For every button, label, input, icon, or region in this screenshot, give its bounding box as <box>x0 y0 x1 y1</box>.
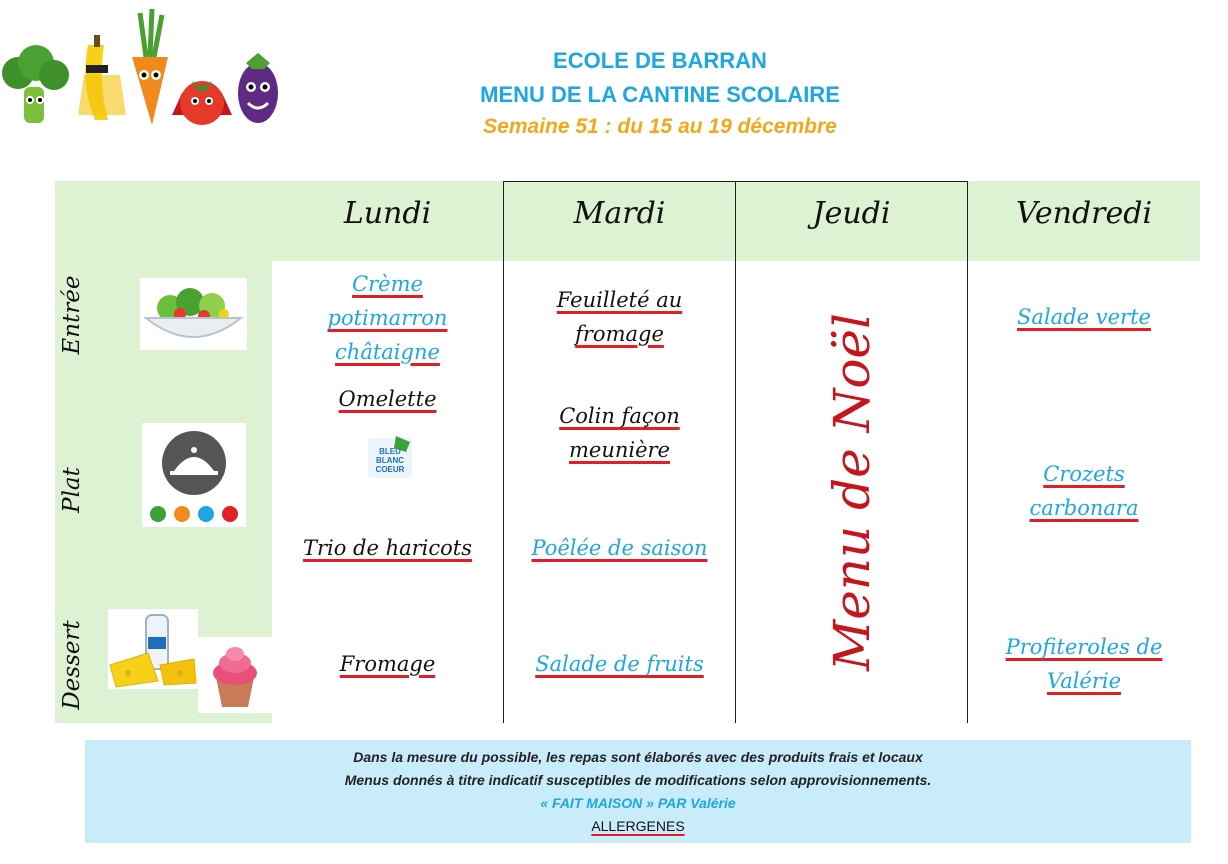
school-name: ECOLE DE BARRAN <box>553 48 767 73</box>
week-subtitle: Semaine 51 : du 15 au 19 décembre <box>483 115 837 138</box>
mardi-plat-main: Colin façon meunière <box>559 404 680 462</box>
cupcake-icon <box>198 637 272 713</box>
page-title: MENU DE LA CANTINE SCOLAIRE <box>480 82 840 107</box>
lundi-dessert: Fromage <box>339 652 436 676</box>
footer-line-homemade: « FAIT MAISON » PAR Valérie <box>540 795 736 811</box>
mardi-entree: Feuilleté au fromage <box>556 288 683 346</box>
day-jeudi: Jeudi <box>812 196 891 231</box>
salad-bowl-icon <box>140 278 247 350</box>
jeudi-special-menu: Menu de Noël <box>823 312 882 672</box>
vendredi-entree: Salade verte <box>1017 305 1151 329</box>
lundi-entree: Crème potimarron châtaigne <box>327 272 448 364</box>
bleu-blanc-coeur-icon <box>366 434 416 482</box>
mardi-plat-side: Poêlée de saison <box>531 536 708 560</box>
vendredi-plat-main: Crozets carbonara <box>1029 462 1139 520</box>
grid-divider-2 <box>735 181 736 723</box>
lundi-plat-side: Trio de haricots <box>302 536 473 560</box>
row-label-entree: Entrée <box>59 275 85 355</box>
svg-text:BLANC: BLANC <box>376 456 404 465</box>
allergens-link[interactable]: ALLERGENES <box>591 818 685 834</box>
svg-text:BLEU: BLEU <box>379 447 401 456</box>
lundi-plat-main: Omelette <box>338 387 437 411</box>
footer-line-fresh: Dans la mesure du possible, les repas sont élaborés avec des produits frais et locaux <box>353 749 923 765</box>
row-label-plat: Plat <box>59 467 85 513</box>
row-label-dessert: Dessert <box>59 620 85 710</box>
milk-cheese-icon <box>108 609 198 689</box>
day-lundi: Lundi <box>343 196 432 231</box>
svg-text:COEUR: COEUR <box>375 465 405 474</box>
day-mardi: Mardi <box>573 196 666 231</box>
cartoon-vegetables-icon <box>0 5 285 130</box>
serving-cloche-icon <box>142 423 246 527</box>
vendredi-dessert: Profiteroles de Valérie <box>1005 635 1163 693</box>
day-vendredi: Vendredi <box>1015 196 1153 231</box>
footer-notice <box>85 740 1191 843</box>
footer-line-indicative: Menus donnés à titre indicatif susceptibles de modifications selon approvisionnements. <box>344 772 932 788</box>
mardi-dessert: Salade de fruits <box>535 652 704 676</box>
